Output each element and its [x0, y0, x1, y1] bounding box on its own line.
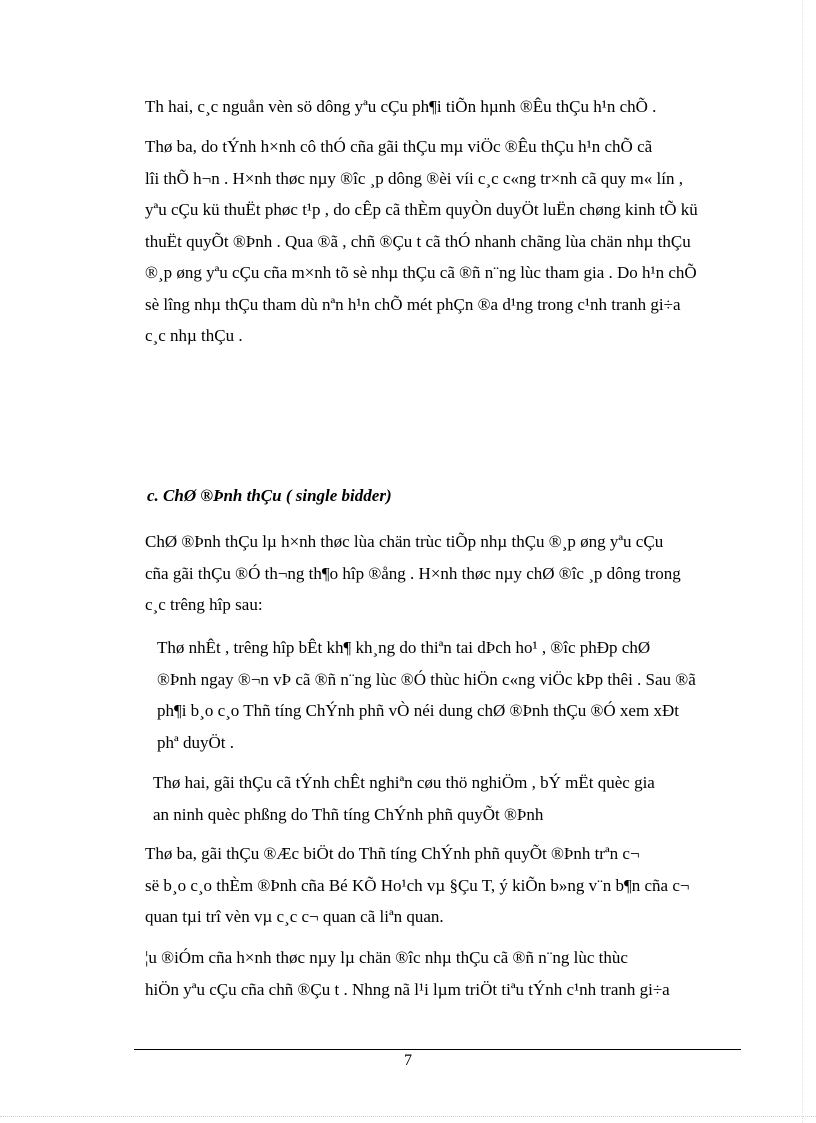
text-line: Thø nhÊt , trêng hîp bÊt kh¶ kh¸ng do thiªn tai dÞch ho¹ , ®îc phÐp chØ — [157, 638, 651, 657]
paragraph-4 — [105, 632, 735, 758]
paragraph-5 — [105, 767, 735, 830]
text-line: c¸c nhµ thÇu . — [145, 326, 243, 345]
text-line: ¦u ®iÓm cña h×nh thøc nµy lµ chän ®îc nhµ thÇu cã ®ñ n¨ng lùc thùc — [145, 948, 628, 967]
text-line: ®Þnh ngay ®¬n vÞ cã ®ñ n¨ng lùc ®Ó thùc hiÖn c«ng viÖc kÞp thêi . Sau ®ã — [157, 669, 696, 689]
text-line: ph¶i b¸o c¸o Thñ tíng ChÝnh phñ vÒ néi dung chØ ®Þnh thÇu ®Ó xem xÐt — [157, 701, 679, 720]
text-line: yªu cÇu kü thuËt phøc t¹p , do cÊp cã thÈm quyÒn duyÖt luËn chøng kinh tÕ kü — [145, 200, 698, 219]
text-line: cña gãi thÇu ®Ó th¬ng th¶o hîp ®ång . H×nh thøc nµy chØ ®îc ¸p dông trong — [145, 563, 681, 583]
text-line: Thø ba, gãi thÇu ®Æc biÖt do Thñ tíng ChÝnh phñ quyÕt ®Þnh trªn c¬ — [145, 844, 640, 863]
text-line: sè lîng nhµ thÇu tham dù nªn h¹n chÕ mét phÇn ®a d¹ng trong c¹nh tranh gi÷a — [145, 294, 681, 314]
text-line: ChØ ®Þnh thÇu lµ h×nh thøc lùa chän trùc tiÕp nhµ thÇu ®¸p øng yªu cÇu — [145, 532, 664, 551]
text-line: an ninh quèc phßng do Thñ tíng ChÝnh phñ quyÕt ®Þnh — [153, 804, 544, 824]
text-line: Th hai, c¸c nguån vèn sö dông yªu cÇu ph¶i tiÕn hµnh ®Êu thÇu h¹n chÕ . — [145, 97, 657, 116]
text-line: hiÖn yªu cÇu cña chñ ®Çu t . Nhng nã l¹i lµm triÖt tiªu tÝnh c¹nh tranh gi÷a — [145, 979, 670, 999]
text-line: c¸c trêng hîp sau: — [145, 595, 263, 614]
text-line: thuËt quyÕt ®Þnh . Qua ®ã , chñ ®Çu t cã thÓ nhanh chãng lùa chän nhµ thÇu — [145, 231, 691, 251]
text-line: së b¸o c¸o thÈm ®Þnh cña Bé KÕ Ho¹ch vµ §Çu T, ý kiÕn b»ng v¨n b¶n cña c¬ — [145, 875, 690, 895]
page-right-border — [802, 0, 803, 1123]
paragraph-7 — [105, 942, 735, 1005]
page-number: 7 — [404, 1052, 412, 1069]
paragraph-2 — [105, 131, 735, 352]
page-bottom-border — [0, 1116, 816, 1117]
text-line: quan tµi trî vèn vµ c¸c c¬ quan cã liªn quan. — [145, 907, 444, 926]
text-line: ®¸p øng yªu cÇu cña m×nh tõ sè nhµ thÇu cã ®ñ n¨ng lùc tham gia . Do h¹n chÕ — [145, 263, 697, 282]
text-line: Thø hai, gãi thÇu cã tÝnh chÊt nghiªn cøu thö nghiÖm , bÝ mËt quèc gia — [153, 773, 655, 792]
paragraph-1 — [105, 91, 735, 123]
text-line: Thø ba, do tÝnh h×nh cô thÓ cña gãi thÇu mµ viÖc ®Êu thÇu h¹n chÕ cã — [145, 137, 653, 156]
paragraph-6 — [105, 838, 735, 933]
section-heading: c. ChØ ®Þnh thÇu ( single bidder) — [147, 486, 392, 505]
text-line: phª duyÖt . — [157, 732, 234, 752]
paragraph-3 — [105, 526, 735, 621]
footer-rule — [134, 1049, 741, 1050]
text-line: lîi thÕ h¬n . H×nh thøc nµy ®îc ¸p dông ®èi víi c¸c c«ng tr×nh cã quy m« lín , — [145, 168, 683, 188]
